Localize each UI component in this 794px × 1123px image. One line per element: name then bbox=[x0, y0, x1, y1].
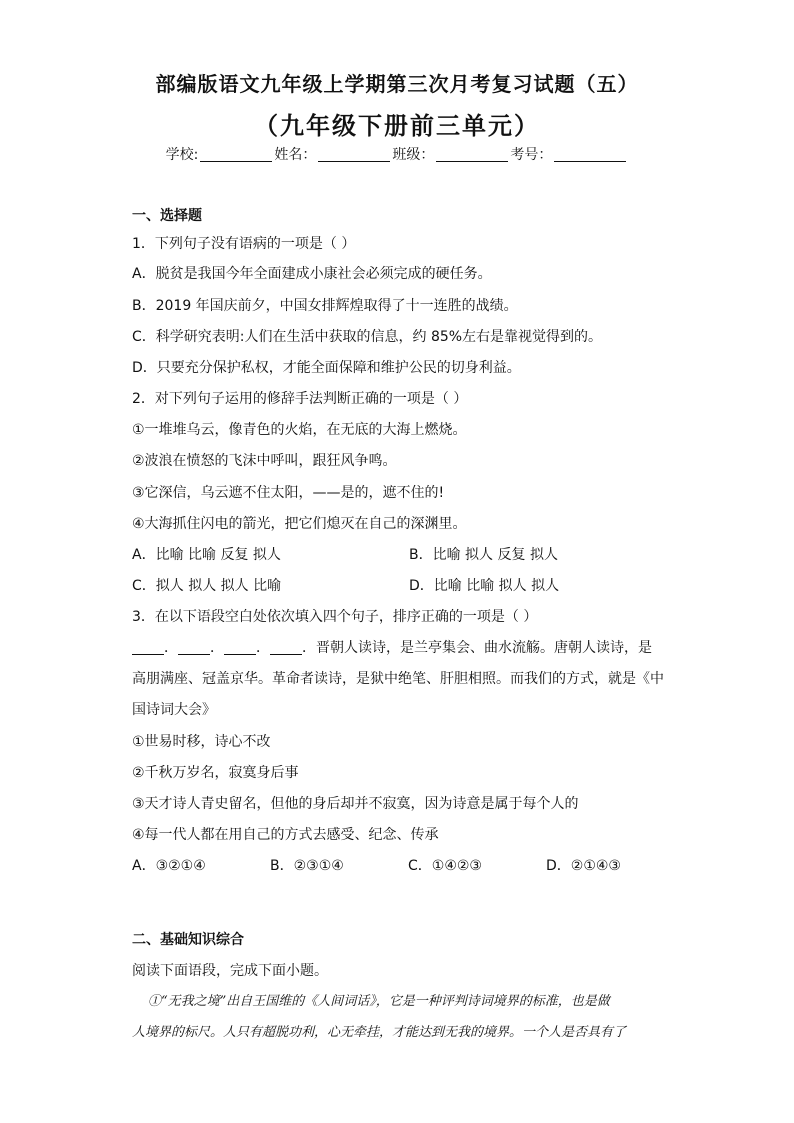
sentence-item: ③它深信，乌云遮不住太阳，——是的，遮不住的! bbox=[132, 485, 445, 501]
passage-line: ． ． ． ．晋朝人读诗，是兰亭集会、曲水流觞。唐朝人读诗，是 bbox=[132, 638, 652, 658]
reading-intro: 阅读下面语段，完成下面小题。 bbox=[132, 963, 328, 979]
blank-4[interactable] bbox=[270, 640, 302, 655]
option-a[interactable]: A．③②①④ bbox=[132, 858, 206, 874]
name-label: 姓名： bbox=[274, 147, 317, 163]
blank-1[interactable] bbox=[132, 640, 164, 655]
option-a[interactable]: A．比喻 比喻 反复 拟人 bbox=[132, 547, 281, 563]
class-label: 班级： bbox=[392, 147, 435, 163]
option-a[interactable]: A．脱贫是我国今年全面建成小康社会必须完成的硬任务。 bbox=[132, 266, 492, 282]
sentence-item: ④每一代人都在用自己的方式去感受、纪念、传承 bbox=[132, 827, 439, 843]
number-field[interactable] bbox=[554, 147, 626, 162]
student-info-row bbox=[0, 144, 794, 164]
passage-text: ．晋朝人读诗，是兰亭集会、曲水流觞。唐朝人读诗，是 bbox=[302, 640, 652, 656]
school-field[interactable] bbox=[200, 147, 272, 162]
option-d[interactable]: D．比喻 比喻 拟人 拟人 bbox=[409, 578, 560, 594]
option-b[interactable]: B．比喻 拟人 反复 拟人 bbox=[409, 547, 558, 563]
option-c[interactable]: C．拟人 拟人 拟人 比喻 bbox=[132, 578, 282, 594]
blank-3[interactable] bbox=[224, 640, 256, 655]
option-d[interactable]: D．只要充分保护私权，才能全面保障和维护公民的切身利益。 bbox=[132, 360, 521, 376]
question-stem: 1．下列句子没有语病的一项是（ ） bbox=[132, 236, 356, 252]
answer-options bbox=[132, 856, 684, 876]
sentence-item: ①世易时移，诗心不改 bbox=[132, 734, 271, 750]
question-stem: 3．在以下语段空白处依次填入四个句子，排序正确的一项是（ ） bbox=[132, 609, 538, 625]
passage-line: ①“无我之境”出自王国维的《人间词话》，它是一种评判诗词境界的标准，也是做 bbox=[148, 994, 610, 1009]
option-b[interactable]: B．②③①④ bbox=[270, 858, 344, 874]
passage-line: 高朋满座、冠盖京华。革命者读诗，是狱中绝笔、肝胆相照。而我们的方式，就是《中 bbox=[132, 671, 664, 687]
passage-line: 人境界的标尺。人只有超脱功利，心无牵挂，才能达到无我的境界。一个人是否具有了 bbox=[132, 1025, 627, 1040]
exam-subtitle: （九年级下册前三单元） bbox=[254, 112, 540, 140]
option-c[interactable]: C．科学研究表明:人们在生活中获取的信息，约 85%左右是靠视觉得到的。 bbox=[132, 329, 603, 345]
sentence-item: ③天才诗人青史留名，但他的身后却并不寂寞，因为诗意是属于每个人的 bbox=[132, 796, 579, 812]
passage-line: 国诗词大会》 bbox=[132, 702, 216, 718]
school-label: 学校: bbox=[165, 147, 199, 163]
sentence-item: ④大海抓住闪电的箭光，把它们熄灭在自己的深渊里。 bbox=[132, 516, 467, 532]
question-stem: 2．对下列句子运用的修辞手法判断正确的一项是（ ） bbox=[132, 391, 468, 407]
option-d[interactable]: D．②①④③ bbox=[546, 858, 621, 874]
sentence-item: ①一堆堆乌云，像青色的火焰，在无底的大海上燃烧。 bbox=[132, 422, 467, 438]
exam-title: 部编版语文九年级上学期第三次月考复习试题（五） bbox=[155, 72, 639, 96]
section-heading: 一、选择题 bbox=[132, 208, 202, 224]
section-heading: 二、基础知识综合 bbox=[132, 932, 244, 948]
option-c[interactable]: C．①④②③ bbox=[408, 858, 482, 874]
sentence-item: ②千秋万岁名，寂寞身后事 bbox=[132, 765, 299, 781]
name-field[interactable] bbox=[318, 147, 390, 162]
sentence-item: ②波浪在愤怒的飞沫中呼叫，跟狂风争鸣。 bbox=[132, 453, 397, 469]
number-label: 考号： bbox=[510, 147, 553, 163]
class-field[interactable] bbox=[436, 147, 508, 162]
option-b[interactable]: B．2019 年国庆前夕，中国女排辉煌取得了十一连胜的战绩。 bbox=[132, 298, 518, 314]
blank-2[interactable] bbox=[178, 640, 210, 655]
